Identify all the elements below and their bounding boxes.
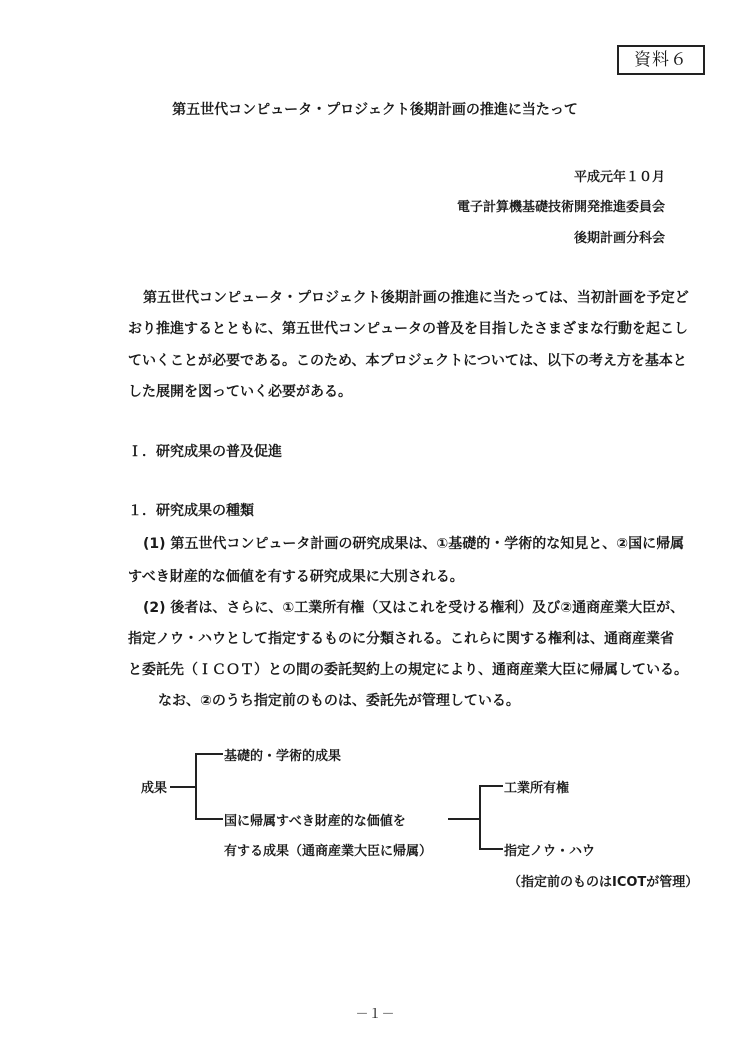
diagram-connector (170, 786, 196, 788)
diagram-root-label: 成果 (141, 781, 168, 796)
diagram-connector (195, 753, 223, 755)
document-title: 第五世代コンピュータ・プロジェクト後期計画の推進に当たって (172, 102, 578, 118)
diagram-leaf-industrial-property: 工業所有権 (504, 781, 570, 796)
body-line-1: (1) 第五世代コンピュータ計画の研究成果は、①基礎的・学術的な知見と、②国に帰属 (143, 536, 685, 552)
diagram-leaf-know-how: 指定ノウ・ハウ (504, 844, 596, 859)
body-line-6: なお、②のうち指定前のものは、委託先が管理している。 (158, 693, 520, 709)
document-date: 平成元年１０月 (573, 170, 665, 185)
intro-line-4: した展開を図っていく必要がある。 (128, 384, 352, 400)
intro-line-1: 第五世代コンピュータ・プロジェクト後期計画の推進に当たっては、当初計画を予定ど (143, 290, 689, 306)
diagram-connector (448, 818, 480, 820)
document-organization: 電子計算機基礎技術開発推進委員会 (456, 200, 665, 215)
diagram-connector (195, 753, 197, 819)
document-subcommittee: 後期計画分科会 (573, 231, 665, 246)
section-heading: Ｉ．研究成果の普及促進 (128, 444, 282, 460)
subsection-heading: １．研究成果の種類 (128, 503, 254, 519)
diagram-branch-property-line2: 有する成果（通商産業大臣に帰属） (224, 844, 433, 859)
body-line-2: すべき財産的な価値を有する研究成果に大別される。 (128, 569, 464, 585)
body-line-4: 指定ノウ・ハウとして指定するものに分類される。これらに関する権利は、通商産業省 (128, 631, 674, 647)
diagram-note: （指定前のものはICOTが管理） (508, 875, 699, 890)
body-line-5: と委託先（ＩＣＯＴ）との間の委託契約上の規定により、通商産業大臣に帰属している。 (128, 662, 688, 678)
document-label-badge: 資料６ (617, 45, 705, 75)
intro-line-3: ていくことが必要である。このため、本プロジェクトについては、以下の考え方を基本と (128, 353, 687, 369)
diagram-connector (195, 818, 223, 820)
body-line-3: (2) 後者は、さらに、①工業所有権（又はこれを受ける権利）及び②通商産業大臣が、 (143, 600, 685, 616)
diagram-connector (479, 785, 503, 787)
diagram-branch-basic-results: 基礎的・学術的成果 (224, 749, 342, 764)
diagram-branch-property-line1: 国に帰属すべき財産的な価値を (224, 814, 406, 829)
intro-line-2: おり推進するとともに、第五世代コンピュータの普及を目指したさまざまな行動を起こし (128, 321, 688, 337)
diagram-connector (479, 785, 481, 849)
page-number: －１－ (355, 1007, 395, 1022)
diagram-connector (479, 848, 503, 850)
